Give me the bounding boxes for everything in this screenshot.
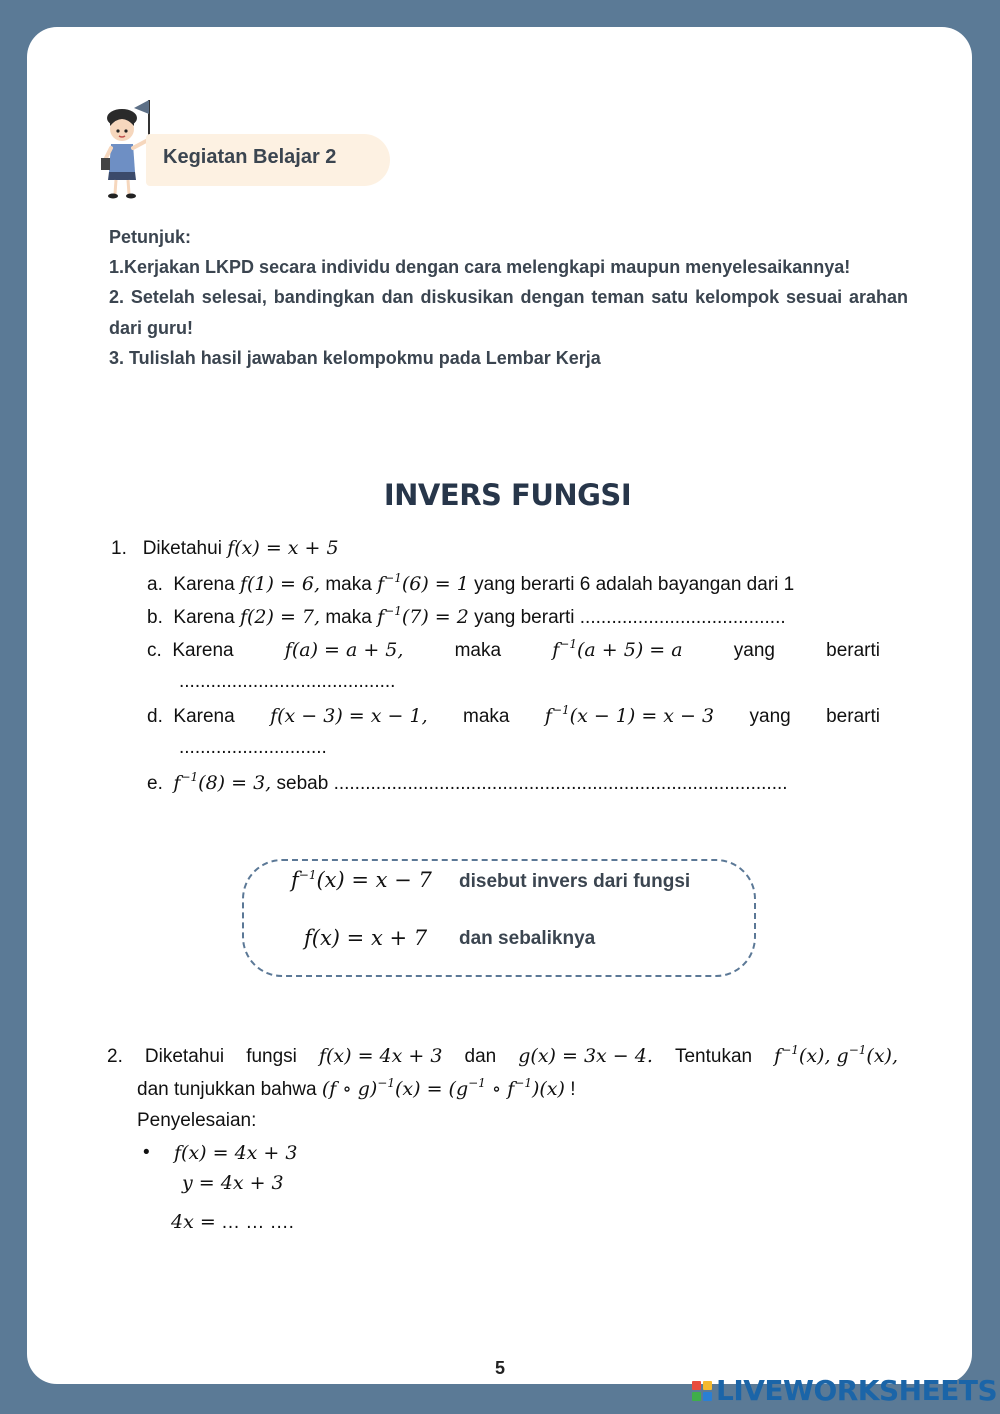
item-text: Karena bbox=[173, 607, 235, 628]
note-math-function: f(x) = x + 7 bbox=[304, 926, 428, 950]
q1-item-e bbox=[147, 770, 788, 795]
item-text: fungsi bbox=[246, 1046, 297, 1067]
item-math: f(2) = 7, bbox=[239, 606, 321, 628]
item-math: g(x) = 3x − 4. bbox=[518, 1045, 653, 1067]
item-math-sup: −1 bbox=[384, 571, 402, 585]
q2-bullet: • bbox=[143, 1142, 150, 1163]
item-math: f bbox=[377, 606, 385, 628]
q1-number: 1. bbox=[111, 538, 127, 559]
item-label: e. bbox=[147, 773, 163, 794]
liveworksheets-wordmark: LIVEWORKSHEETS bbox=[716, 1374, 998, 1407]
item-math: f bbox=[552, 639, 560, 661]
item-math-sup: −1 bbox=[559, 637, 577, 651]
note-math: f bbox=[291, 868, 299, 892]
instruction-item: 1.Kerjakan LKPD secara individu dengan cara melengkapi maupun menyelesaikannya! bbox=[109, 257, 851, 278]
item-math-sup: −1 bbox=[781, 1043, 799, 1057]
q2-line2 bbox=[137, 1076, 575, 1101]
item-math: f bbox=[774, 1045, 782, 1067]
item-text: Karena bbox=[173, 574, 235, 595]
page-number: 5 bbox=[494, 1358, 505, 1378]
item-text: yang bbox=[749, 706, 791, 727]
item-math-sup: −1 bbox=[468, 1076, 486, 1090]
item-math-sup: −1 bbox=[514, 1076, 532, 1090]
q1-item-c bbox=[147, 637, 880, 662]
note-math-inverse bbox=[291, 868, 432, 892]
note-math-sup: −1 bbox=[298, 868, 317, 882]
q1-intro bbox=[111, 537, 339, 560]
item-label: d. bbox=[147, 706, 163, 727]
item-text: yang berarti 6 adalah bayangan dari 1 bbox=[474, 574, 795, 595]
item-math-sup: −1 bbox=[377, 1076, 395, 1090]
item-math: (7) = 2 bbox=[401, 606, 469, 628]
item-math: (x), bbox=[866, 1045, 898, 1067]
instructions-heading: Petunjuk: bbox=[109, 227, 192, 247]
item-math-sup: −1 bbox=[848, 1043, 867, 1057]
activity-title: Kegiatan Belajar 2 bbox=[163, 146, 337, 168]
item-text: sebab bbox=[276, 773, 329, 794]
answer-blank[interactable]: ....................................... bbox=[579, 607, 786, 628]
item-math-sup: −1 bbox=[551, 703, 570, 717]
q2-step-3 bbox=[171, 1211, 294, 1234]
item-math: (a + 5) = a bbox=[577, 639, 683, 661]
item-text: ! bbox=[570, 1079, 576, 1100]
item-label: c. bbox=[147, 640, 162, 661]
item-text: dan bbox=[464, 1046, 497, 1067]
item-math: )(x) bbox=[531, 1078, 565, 1100]
item-math: f(x) = 4x + 3 bbox=[318, 1045, 443, 1067]
q2-number: 2. bbox=[107, 1046, 123, 1067]
item-text: berarti bbox=[826, 706, 880, 727]
q1-item-d bbox=[147, 703, 880, 728]
item-math: f(a) = a + 5, bbox=[284, 639, 404, 661]
q2-line1 bbox=[107, 1043, 898, 1068]
item-text: maka bbox=[325, 607, 372, 628]
item-text: maka bbox=[454, 640, 502, 661]
item-math: (f ∘ g) bbox=[321, 1078, 378, 1100]
item-text: maka bbox=[325, 574, 372, 595]
section-title: INVERS FUNGSI bbox=[383, 478, 632, 512]
q2-step-1: f(x) = 4x + 3 bbox=[174, 1142, 298, 1164]
item-text: Tentukan bbox=[674, 1046, 753, 1067]
item-label: a. bbox=[147, 574, 163, 595]
item-text: Karena bbox=[173, 706, 235, 727]
item-math: (6) = 1 bbox=[401, 573, 469, 595]
liveworksheets-logo bbox=[692, 1374, 997, 1407]
item-math-sup: −1 bbox=[384, 604, 402, 618]
note-text-2: dan sebaliknya bbox=[459, 928, 596, 949]
item-text: dan tunjukkan bahwa bbox=[137, 1079, 317, 1100]
item-text: Diketahui bbox=[144, 1046, 225, 1067]
note-text-1: disebut invers dari fungsi bbox=[459, 871, 691, 892]
q1-item-d-blank[interactable]: ............................ bbox=[179, 737, 327, 758]
item-text: yang berarti bbox=[474, 607, 575, 628]
item-text: yang bbox=[733, 640, 775, 661]
q1-item-b bbox=[147, 604, 786, 629]
liveworksheets-grid-icon bbox=[692, 1381, 712, 1401]
note-math: (x) = x − 7 bbox=[316, 868, 432, 892]
item-math: f bbox=[544, 705, 552, 727]
item-math: (8) = 3, bbox=[198, 772, 272, 794]
item-text: maka bbox=[463, 706, 510, 727]
answer-blank[interactable]: ...................................................................................... bbox=[333, 773, 788, 794]
item-math-sup: −1 bbox=[180, 770, 199, 784]
item-math: f(1) = 6, bbox=[239, 573, 321, 595]
item-math: f(x − 3) = x − 1, bbox=[270, 705, 428, 727]
item-text: berarti bbox=[826, 640, 880, 661]
item-math: (x), g bbox=[798, 1045, 849, 1067]
instruction-item: 2. Setelah selesai, bandingkan dan diskusikan dengan teman satu kelompok sesuai arahan dari guru! bbox=[109, 287, 908, 338]
q1-intro-text: Diketahui bbox=[142, 538, 222, 559]
instructions-block bbox=[109, 222, 908, 373]
q1-item-a bbox=[147, 571, 794, 596]
item-math: (x) = (g bbox=[395, 1078, 469, 1100]
q1-intro-math: f(x) = x + 5 bbox=[227, 537, 339, 559]
item-math: f bbox=[377, 573, 385, 595]
q2-solution-label: Penyelesaian: bbox=[137, 1110, 257, 1131]
item-math: 4x = bbox=[171, 1211, 216, 1233]
q2-step-2: y = 4x + 3 bbox=[182, 1172, 284, 1194]
instruction-item: 3. Tulislah hasil jawaban kelompokmu pada Lembar Kerja bbox=[109, 347, 601, 368]
item-label: b. bbox=[147, 607, 163, 628]
item-math: ∘ f bbox=[485, 1078, 515, 1100]
item-math: (x − 1) = x − 3 bbox=[569, 705, 715, 727]
item-text: Karena bbox=[172, 640, 234, 661]
q1-item-c-blank[interactable]: ......................................... bbox=[179, 671, 396, 692]
item-math: f bbox=[173, 772, 181, 794]
answer-blank[interactable]: … … …. bbox=[221, 1212, 294, 1233]
